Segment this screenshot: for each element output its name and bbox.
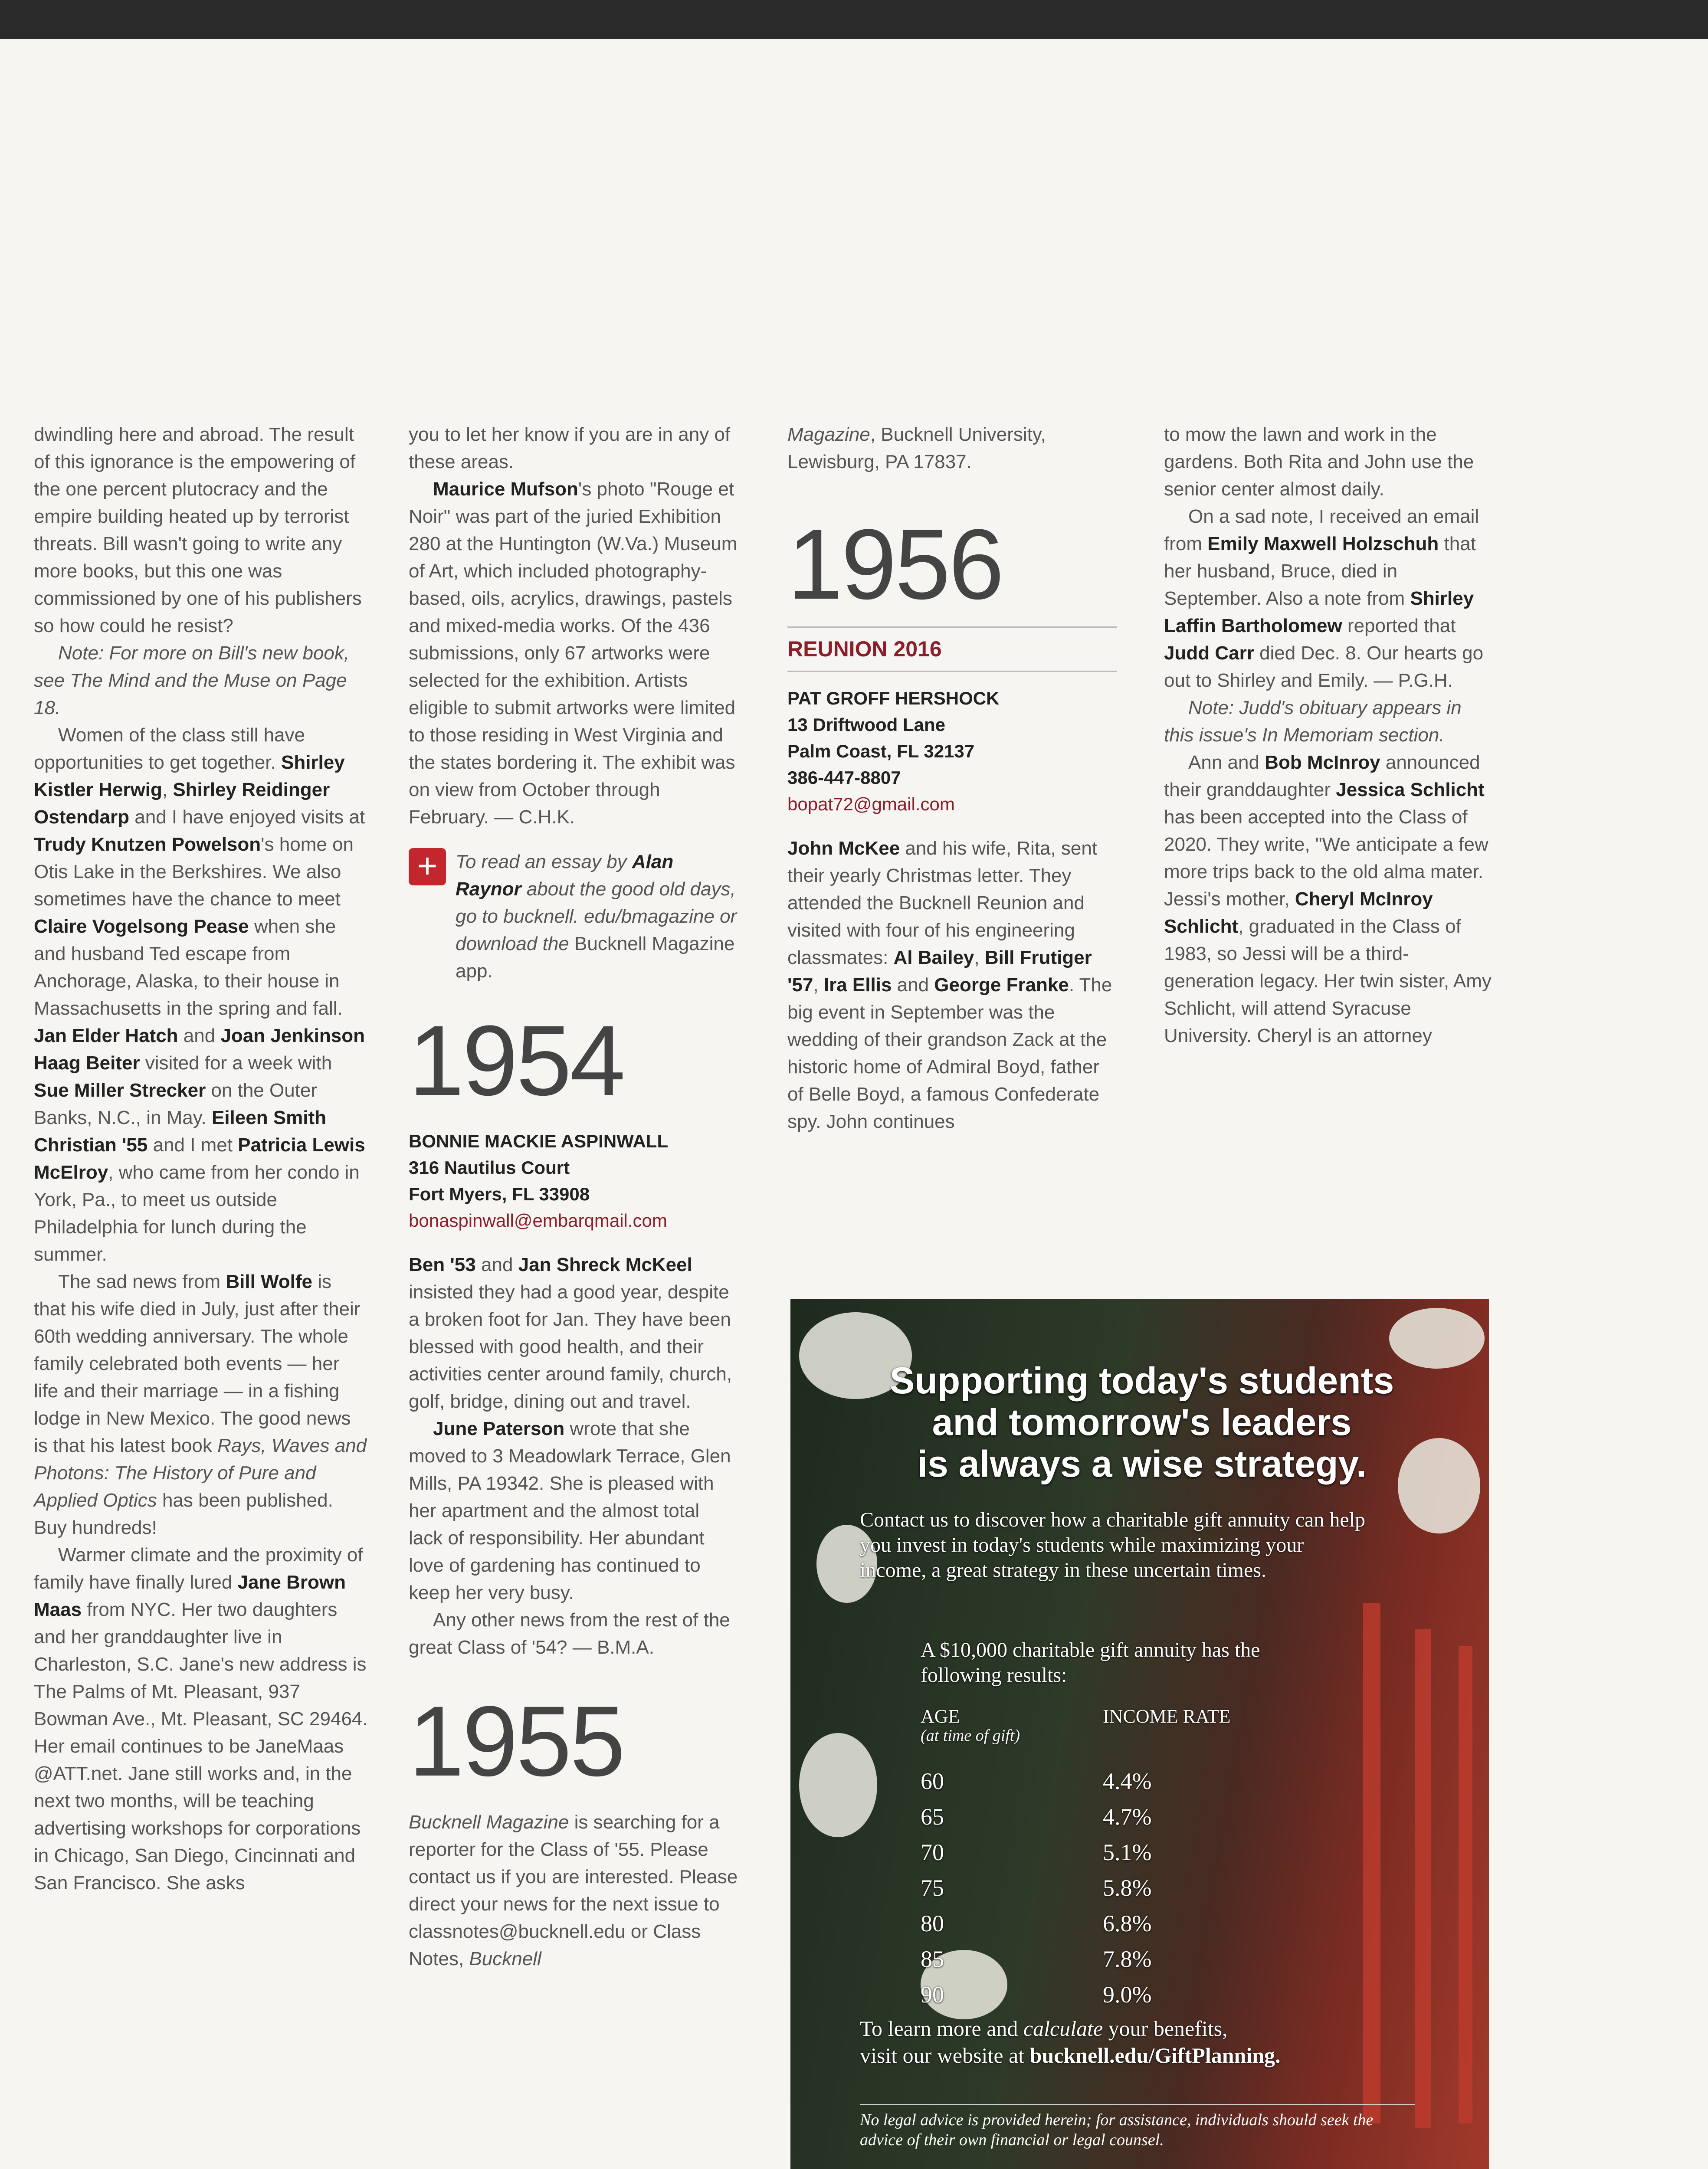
paragraph: Magazine, Bucknell University, Lewisburg, PA 17837. [787,424,1046,472]
reporter-city: Fort Myers, FL 33908 [409,1184,590,1204]
blossom-decoration [799,1733,877,1837]
ad-disclaimer: No legal advice is provided herein; for assistance, individuals should seek the advice of their own financial or legal counsel. [860,2104,1415,2150]
column-3 [787,421,1117,1135]
class-reporter-contact [787,685,1117,817]
note: Note: For more on Bill's new book, see The Mind and the Muse on Page 18. [34,642,350,718]
class-year-heading: 1956 [787,508,1003,620]
paragraph: On a sad note, I received an email from Emily Maxwell Holzschuh that her husband, Bruce, died in September. Also a note from Shirley Laffin Bartholomew reported that Judd Carr died Dec. 8. Our hearts go out to Shirley and Emily. — P.G.H. [1164,506,1484,691]
paragraph: Ann and Bob McInroy announced their granddaughter Jessica Schlicht has been accepted into the Class of 2020. They write, "We anticipate a few more trips back to the old alma mater. Jessi's mother, Cheryl McInroy Schlicht, graduated in the Class of 1983, so Jessi will be a third-generation legacy. Her twin sister, Amy Schlicht, will attend Syracuse University. Cheryl is an attorney [1164,752,1492,1046]
annuity-rate-table [921,1707,1231,2012]
table-row: 70 5.1% [921,1839,1152,1865]
note: Note: Judd's obituary appears in this issue's In Memoriam section. [1164,697,1462,746]
online-note [409,848,738,985]
online-note-text: To read an essay by Alan Raynor about the good old days, go to bucknell. edu/bmagazine or download the Bucknell Magazine app. [456,851,737,982]
class-year-heading: 1954 [409,1005,624,1116]
table-row: 75 5.8% [921,1875,1152,1901]
plus-icon: + [409,848,446,885]
paragraph: dwindling here and abroad. The result of this ignorance is the empowering of the one percent plutocracy and the empire building heated up by terrorist threats. Bill wasn't going to write any more books, but this one was commissioned by one of his publishers so how could he resist? [34,424,362,636]
scan-border [0,0,1708,39]
reporter-phone: 386-447-8807 [787,767,901,788]
reporter-city: Palm Coast, FL 32137 [787,741,975,761]
reporter-name: PAT GROFF HERSHOCK [787,688,1000,708]
column-4 [1164,421,1494,1049]
table-row: 60 4.4% [921,1768,1152,1794]
column-1 [34,421,368,1897]
reporter-street: 316 Nautilus Court [409,1157,570,1178]
paragraph: The sad news from Bill Wolfe is that his wife died in July, just after their 60th wedding anniversary. The whole family celebrated both events — her life and their marriage — in a fishing lodge in New Mexico. The good news is that his latest book Rays, Waves and Photons: The History of Pure and Applied Optics has been published. Buy hundreds! [34,1271,367,1538]
blossom-decoration [1389,1308,1485,1369]
paragraph: Ben '53 and Jan Shreck McKeel insisted they had a good year, despite a broken foot for Jan. They have been blessed with good health, and their activities center around family, church, golf, bridge, dining out and travel. [409,1254,732,1412]
class-reporter-contact [409,1128,738,1234]
paragraph: Warmer climate and the proximity of family have finally lured Jane Brown Maas from NYC. Her two daughters and her granddaughter live in Charleston, S.C. Jane's new address is The Palms of Mt. Pleasant, 937 Bowman Ave., Mt. Pleasant, SC 29464. Her email continues to be JaneMaas @ATT.net. Jane still works and, in the next two months, will be teaching advertising workshops for corporations in Chicago, San Diego, Cincinnati and San Francisco. She asks [34,1544,368,1894]
paragraph: John McKee and his wife, Rita, sent their yearly Christmas letter. They attended the Bucknell Reunion and visited with four of his engineering classmates: Al Bailey, Bill Frutiger '57, Ira Ellis and George Franke. The big event in September was the wedding of their grandson Zack at the historic home of Admiral Boyd, father of Belle Boyd, a famous Confederate spy. John continues [787,838,1112,1132]
reporter-street: 13 Driftwood Lane [787,714,946,735]
paragraph: you to let her know if you are in any of these areas. [409,424,731,472]
reunion-label: REUNION 2016 [787,626,1117,672]
age-header: AGE (at time of gift) [921,1706,1020,1745]
ad-results-caption: A $10,000 charitable gift annuity has the following results: [921,1638,1260,1687]
gift-planning-link[interactable]: bucknell.edu/GiftPlanning. [1029,2043,1281,2067]
ad-intro: Contact us to discover how a charitable gift annuity can help you invest in today's students while maximizing your income, a great strategy in these uncertain times. [860,1508,1365,1582]
paragraph: Women of the class still have opportunities to get together. Shirley Kistler Herwig, Shirley Reidinger Ostendarp and I have enjoyed visits at Trudy Knutzen Powelson's home on Otis Lake in the Berkshires. We also sometimes have the chance to meet Claire Vogelsong Pease when she and husband Ted escape from Anchorage, Alaska, to their house in Massachusetts in the spring and fall. Jan Elder Hatch and Joan Jenkinson Haag Beiter visited for a week with Sue Miller Strecker on the Outer Banks, N.C., in May. Eileen Smith Christian '55 and I met Patricia Lewis McElroy, who came from her condo in York, Pa., to meet us outside Philadelphia for lunch during the summer. [34,724,365,1265]
reporter-email[interactable]: bopat72@gmail.com [787,794,955,814]
table-row: 65 4.7% [921,1804,1152,1830]
paragraph: Any other news from the rest of the great Class of '54? — B.M.A. [409,1609,730,1658]
reporter-email[interactable]: bonaspinwall@embarqmail.com [409,1210,667,1231]
rate-header: INCOME RATE [1103,1706,1231,1727]
paragraph: to mow the lawn and work in the gardens. Both Rita and John use the senior center almost daily. [1164,424,1474,500]
table-row: 90 9.0% [921,1982,1152,2008]
paragraph: June Paterson wrote that she moved to 3 Meadowlark Terrace, Glen Mills, PA 19342. She is pleased with her apartment and the almost total lack of responsibility. Her abundant love of gardening has continued to keep her very busy. [409,1418,731,1603]
ad-headline: Supporting today's students and tomorrow's leaders is always a wise strategy. [889,1360,1394,1485]
class-year-heading: 1955 [409,1685,624,1797]
table-row: 85 7.8% [921,1946,1152,1972]
paragraph: Bucknell Magazine is searching for a reporter for the Class of '55. Please contact us if you are interested. Please direct your news for the next issue to classnotes@bucknell.edu or Class Notes, Bucknell [409,1812,738,1969]
table-row: 80 6.8% [921,1910,1152,1936]
column-2 [409,421,738,1972]
ad-call-to-action: To learn more and calculate your benefits, visit our website at bucknell.edu/GiftPlanning. [860,2016,1281,2067]
brick-column [1459,1646,1472,2123]
gift-planning-ad [790,1299,1489,2169]
paragraph: Maurice Mufson's photo "Rouge et Noir" was part of the juried Exhibition 280 at the Huntington (W.Va.) Museum of Art, which included photography-based, oils, acrylics, drawings, pastels and mixed-media works. Of the 436 submissions, only 67 artworks were selected for the exhibition. Artists eligible to submit artworks were limited to those residing in West Virginia and the states bordering it. The exhibit was on view from October through February. — C.H.K. [409,478,738,828]
reporter-name: BONNIE MACKIE ASPINWALL [409,1131,669,1151]
magazine-page [0,39,1708,2169]
table-header-row [921,1707,1231,1763]
